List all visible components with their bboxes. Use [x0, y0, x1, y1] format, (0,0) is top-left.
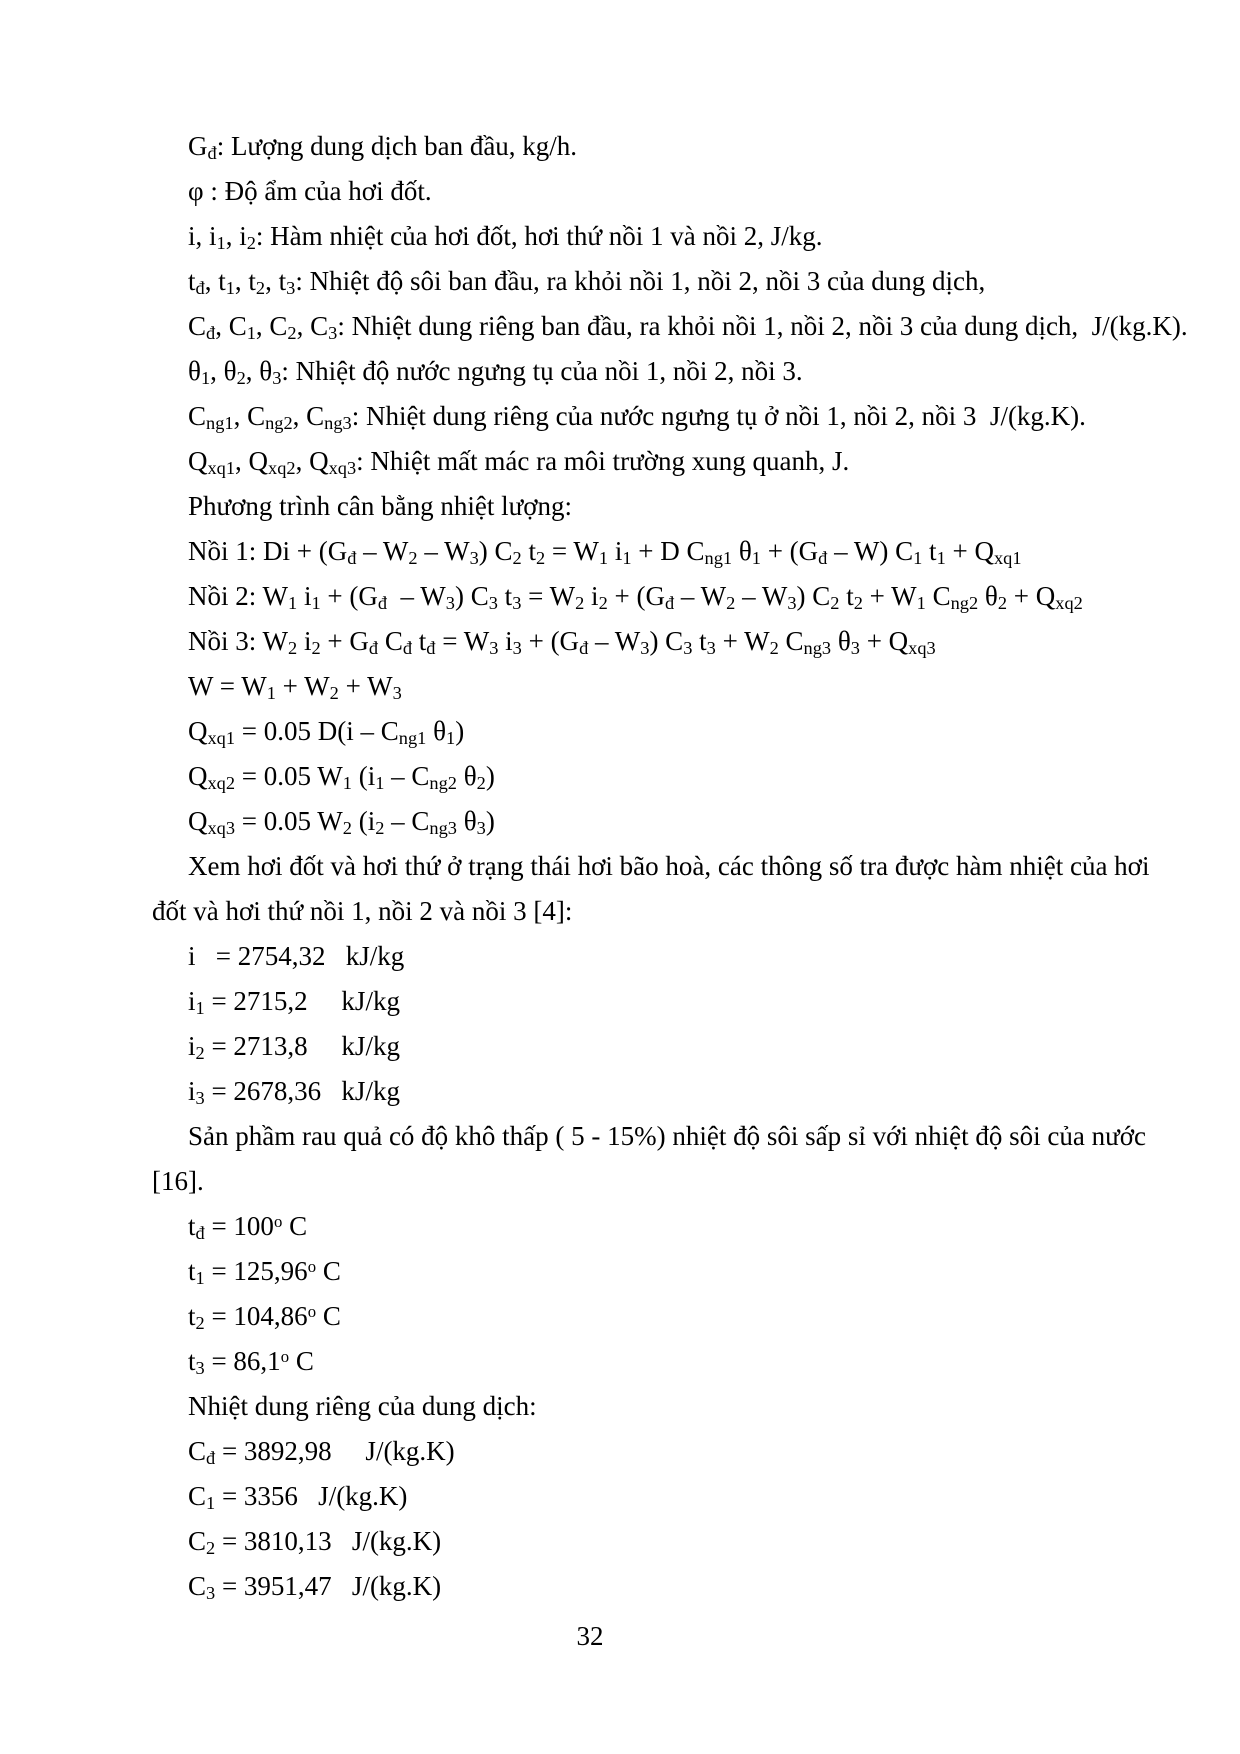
- subscript: xq2: [207, 773, 236, 794]
- subscript: 3: [392, 683, 402, 704]
- text-line: φ : Độ ẩm của hơi đốt.: [188, 176, 432, 206]
- subscript: 1: [195, 998, 205, 1019]
- text-line: $i_3 = 2678,36$ kJ/kg: [188, 1076, 400, 1109]
- subscript: 3: [206, 1583, 216, 1604]
- text-line: $W = W_1 + W_2 + W_3$: [188, 671, 402, 704]
- subscript: 2: [408, 548, 418, 569]
- text-line: i = 2754,32 kJ/kg: [188, 941, 405, 971]
- subscript: 3: [195, 1088, 205, 1109]
- subscript: 3: [488, 593, 498, 614]
- text-line: $C_{ng1}$, $C_{ng2}$, $C_{ng3}$: Nhiệt dung riêng của nước ngưng tụ ở nồi 1, nồi 2, nồi 3 J/(kg.K).: [188, 401, 1086, 434]
- text-line: $C_1 = 3356$ J/(kg.K): [188, 1481, 408, 1514]
- text-line: Sản phầm rau quả có độ khô thấp ( 5 - 15%) nhiệt độ sôi sấp sỉ với nhiệt độ sôi của nước: [188, 1121, 1147, 1151]
- subscript: 2: [535, 548, 546, 569]
- subscript: ng2: [265, 413, 293, 434]
- subscript: 1: [225, 278, 235, 299]
- text-line: Nồi 1: $Di + (G_đ - W_2 - W_3)$ $C_2$ $t_2 = W_1$ $i_1 + D$ $C_{ng1}$ $\theta_1 + (G_đ - W)$ $C_1$ $t_1 + Q_{xq1}$: [188, 536, 1022, 569]
- subscript: đ: [206, 323, 216, 344]
- subscript: đ: [195, 1223, 205, 1244]
- subscript: đ: [402, 638, 413, 659]
- subscript: ng3: [324, 413, 352, 434]
- subscript: 3: [489, 638, 499, 659]
- subscript: 1: [342, 773, 352, 794]
- text-line: $t_3 = 86,1^o$ C: [188, 1346, 314, 1379]
- subscript: ng1: [398, 728, 427, 749]
- text-line: $i_2 = 2713,8$ kJ/kg: [188, 1031, 400, 1064]
- subscript: 2: [575, 593, 585, 614]
- subscript: 1: [246, 323, 256, 344]
- text-line: [16].: [152, 1166, 204, 1196]
- subscript: 1: [216, 233, 226, 254]
- subscript: 3: [272, 368, 282, 389]
- subscript: 3: [706, 638, 716, 659]
- subscript: 3: [476, 818, 486, 839]
- text-line: $G_đ$: Lượng dung dịch ban đầu, kg/h.: [188, 131, 578, 164]
- subscript: 1: [913, 548, 923, 569]
- text-line: $Q_{xq1} = 0.05$ $D(i - C_{ng1}$ $\theta_1$): [188, 716, 465, 749]
- subscript: 2: [311, 638, 321, 659]
- subscript: ng1: [206, 413, 234, 434]
- text-line: Nồi 3: $W_2$ $i_2 + G_đ$ $C_đ$ $t_đ = W_3$ $i_3 + (G_đ - W_3)$ $C_3$ $t_3 + W_2$ $C_{ng3}$ $\theta_3 + Q_{xq3}$: [188, 626, 936, 659]
- subscript: 3: [445, 593, 455, 614]
- subscript: 3: [683, 638, 693, 659]
- subscript: 3: [512, 593, 522, 614]
- text-line: Xem hơi đốt và hơi thứ ở trạng thái hơi bão hoà, các thông số tra được hàm nhiệt của hơi: [188, 851, 1150, 881]
- superscript: o: [307, 1302, 317, 1322]
- subscript: 2: [246, 233, 256, 254]
- subscript: xq3: [908, 638, 936, 659]
- text-line: $t_1 = 125,96^o$ C: [188, 1256, 341, 1289]
- subscript: ng2: [429, 773, 457, 794]
- text-line: $Q_{xq1}$, $Q_{xq2}$, $Q_{xq3}$: Nhiệt mất mác ra môi trường xung quanh, J.: [188, 446, 850, 479]
- subscript: xq3: [207, 818, 236, 839]
- subscript: 2: [997, 593, 1008, 614]
- subscript: đ: [377, 593, 388, 614]
- subscript: 2: [236, 368, 246, 389]
- text-line: $C_đ = 3892,98$ J/(kg.K): [188, 1436, 455, 1469]
- subscript: 3: [850, 638, 860, 659]
- subscript: 2: [769, 638, 779, 659]
- text-line: i, $i_1$, $i_2$: Hàm nhiệt của hơi đốt, hơi thứ nồi 1 và nồi 2, J/kg.: [188, 221, 823, 254]
- text-line: $t_đ$, $t_1$, $t_2$, $t_3$: Nhiệt độ sôi ban đầu, ra khỏi nồi 1, nồi 2, nồi 3 của dung dịch,: [188, 266, 986, 299]
- text-line: $i_1 = 2715,2$ kJ/kg: [188, 986, 400, 1019]
- page-number: 32: [576, 1621, 604, 1651]
- subscript: 1: [446, 728, 456, 749]
- subscript: 1: [288, 593, 298, 614]
- subscript: 2: [329, 683, 339, 704]
- subscript: 2: [476, 773, 486, 794]
- subscript: 2: [342, 818, 352, 839]
- subscript: xq3: [328, 458, 357, 479]
- text-line: $C_đ$, $C_1$, $C_2$, $C_3$: Nhiệt dung riêng ban đầu, ra khỏi nồi 1, nồi 2, nồi 3 của dung dịch, J/(kg.K).: [188, 311, 1188, 344]
- subscript: ng1: [704, 548, 733, 569]
- subscript: 3: [512, 638, 522, 659]
- text-line: Nhiệt dung riêng của dung dịch:: [188, 1391, 537, 1421]
- subscript: 1: [195, 1268, 205, 1289]
- subscript: 1: [266, 683, 276, 704]
- subscript: 1: [622, 548, 632, 569]
- subscript: 2: [206, 1538, 216, 1559]
- subscript: 3: [787, 593, 797, 614]
- text-line: $Q_{xq3} = 0.05$ $W_2$ ($i_2 - C_{ng3}$ $\theta_3$): [188, 806, 495, 839]
- subscript: 2: [512, 548, 522, 569]
- subscript: 2: [287, 323, 297, 344]
- text-line: $C_2 = 3810,13$ J/(kg.K): [188, 1526, 442, 1559]
- subscript: 1: [598, 548, 609, 569]
- subscript: 2: [726, 593, 736, 614]
- subscript: 3: [469, 548, 479, 569]
- subscript: 1: [206, 1493, 216, 1514]
- subscript: xq2: [268, 458, 296, 479]
- subscript: 2: [195, 1043, 205, 1064]
- subscript: 2: [195, 1313, 205, 1334]
- subscript: ng3: [803, 638, 832, 659]
- subscript: 2: [288, 638, 298, 659]
- subscript: 2: [598, 593, 608, 614]
- text-line: $\theta_1$, $\theta_2$, $\theta_3$: Nhiệt độ nước ngưng tụ của nồi 1, nồi 2, nồi 3.: [188, 356, 803, 389]
- text-line: $Q_{xq2} = 0.05$ $W_1$ ($i_1 - C_{ng2}$ $\theta_2$): [188, 761, 495, 794]
- text-line: Phương trình cân bằng nhiệt lượng:: [188, 491, 573, 521]
- subscript: 3: [328, 323, 338, 344]
- subscript: 2: [853, 593, 863, 614]
- subscript: ng2: [950, 593, 979, 614]
- subscript: 3: [640, 638, 650, 659]
- subscript: xq1: [993, 548, 1022, 569]
- subscript: xq1: [207, 458, 236, 479]
- subscript: 2: [255, 278, 266, 299]
- subscript: 1: [311, 593, 321, 614]
- superscript: o: [280, 1347, 290, 1367]
- superscript: o: [307, 1257, 317, 1277]
- text-line: Nồi 2: $W_1$ $i_1 + (G_đ - W_3)$ $C_3$ $t_3 = W_2$ $i_2 + (G_đ - W_2 - W_3)$ $C_2$ $t_2 + W_1$ $C_{ng2}$ $\theta_2 + Q_{xq2}$: [188, 581, 1083, 614]
- subscript: đ: [206, 1448, 216, 1469]
- subscript: đ: [579, 638, 589, 659]
- document-text-block: [152, 124, 1192, 1609]
- superscript: o: [273, 1212, 283, 1232]
- subscript: đ: [368, 638, 379, 659]
- subscript: 1: [200, 368, 211, 389]
- subscript: 3: [195, 1358, 205, 1379]
- subscript: đ: [347, 548, 357, 569]
- subscript: 2: [375, 818, 385, 839]
- subscript: đ: [426, 638, 436, 659]
- subscript: đ: [195, 278, 205, 299]
- subscript: đ: [664, 593, 675, 614]
- subscript: 1: [375, 773, 385, 794]
- text-line: $C_3 = 3951,47$ J/(kg.K): [188, 1571, 442, 1604]
- text-line: đốt và hơi thứ nồi 1, nồi 2 và nồi 3 [4]:: [152, 896, 573, 926]
- subscript: xq1: [207, 728, 236, 749]
- text-line: $t_đ = 100^o$ C: [188, 1211, 308, 1244]
- subscript: 1: [751, 548, 761, 569]
- subscript: đ: [207, 143, 217, 164]
- subscript: 2: [830, 593, 840, 614]
- subscript: 1: [936, 548, 946, 569]
- subscript: đ: [818, 548, 828, 569]
- text-line: $t_2 = 104,86^o$ C: [188, 1301, 341, 1334]
- subscript: ng3: [429, 818, 457, 839]
- subscript: xq2: [1055, 593, 1083, 614]
- subscript: 3: [286, 278, 296, 299]
- subscript: 1: [916, 593, 926, 614]
